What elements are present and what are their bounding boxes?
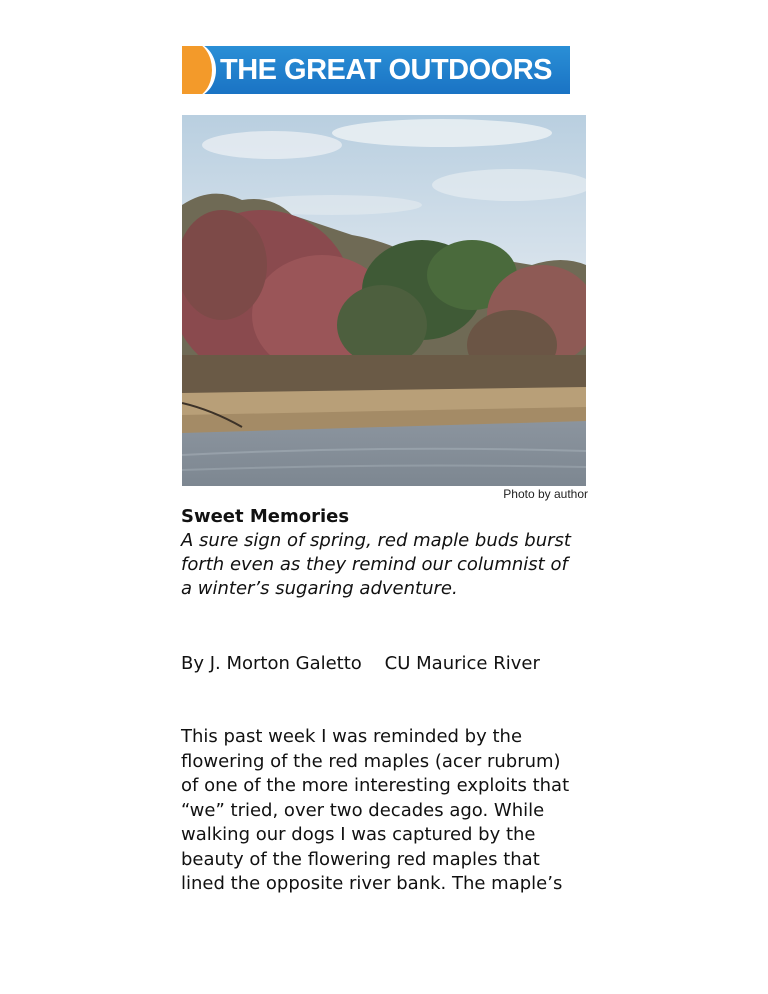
article-body: This past week I was reminded by the flowering of the red maples (acer rubrum) of one of the more interesting exploits that “we” tried, over two decades ago. While walking our dogs I was captured by the beauty of the flowering red maples that lined the opposite river bank. The maple’s	[181, 726, 570, 894]
banner-title: THE GREAT OUTDOORS	[220, 54, 553, 86]
article-deck: A sure sign of spring, red maple buds burst forth even as they remind our columnist of a winter’s sugaring adventure.	[181, 530, 571, 599]
photo-red-maples-river	[182, 115, 586, 486]
banner-orange-disc	[182, 46, 216, 94]
photo-credit: Photo by author	[503, 487, 588, 501]
article-byline: By J. Morton Galetto CU Maurice River	[181, 653, 540, 674]
section-banner	[182, 46, 570, 94]
article-headline: Sweet Memories	[181, 506, 350, 527]
